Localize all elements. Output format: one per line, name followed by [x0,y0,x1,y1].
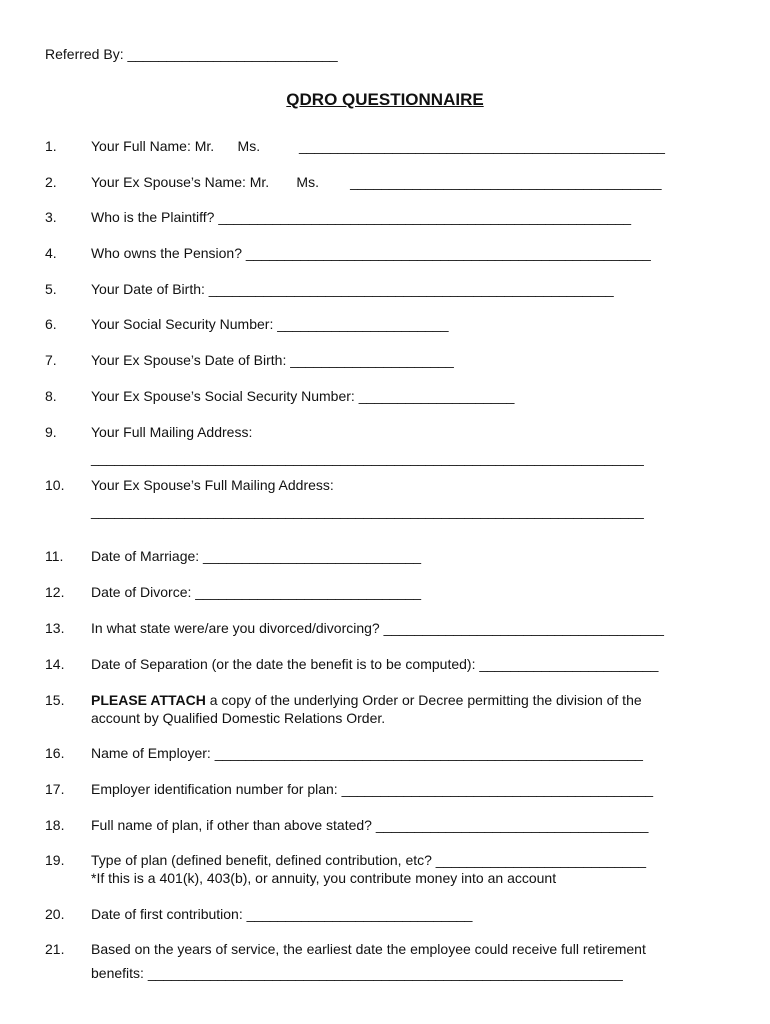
question-number: 3. [45,209,57,225]
attach-emphasis: PLEASE ATTACH [91,692,206,708]
question-label: Based on the years of service, the earliest date the employee could receive full retirement [91,941,646,957]
ssn-field[interactable]: Your Social Security Number: ______________________ [91,316,449,332]
question-number: 2. [45,174,57,190]
ex-spouse-name-field[interactable]: Your Ex Spouse’s Name: Mr. Ms. ________________________________________ [91,174,662,190]
full-name-field[interactable]: Your Full Name: Mr. Ms. _______________________________________________ [91,138,665,154]
page-title: QDRO QUESTIONNAIRE [286,90,484,109]
question-number: 17. [45,781,65,797]
retirement-benefits-field[interactable]: benefits: _____________________________________________________________ [91,965,623,981]
first-contribution-field[interactable]: Date of first contribution: _____________________________ [91,906,473,922]
question-number: 10. [45,477,65,493]
pension-owner-field[interactable]: Who owns the Pension? ____________________________________________________ [91,245,651,261]
question-number: 15. [45,692,65,708]
question-number: 19. [45,852,65,868]
question-number: 14. [45,656,65,672]
date-of-divorce-field[interactable]: Date of Divorce: _____________________________ [91,584,422,600]
ex-spouse-dob-field[interactable]: Your Ex Spouse’s Date of Birth: _____________________ [91,352,454,368]
referred-by-field[interactable]: Referred By: ___________________________ [45,46,338,62]
mailing-address-field[interactable]: _______________________________________________________________________ [91,450,644,466]
question-label: Your Full Mailing Address: [91,424,253,440]
question-number: 1. [45,138,57,154]
date-of-birth-field[interactable]: Your Date of Birth: ____________________________________________________ [91,281,614,297]
plan-name-field[interactable]: Full name of plan, if other than above stated? ___________________________________ [91,817,649,833]
question-number: 9. [45,424,57,440]
question-number: 18. [45,817,65,833]
question-number: 7. [45,352,57,368]
plan-type-note: *If this is a 401(k), 403(b), or annuity, you contribute money into an account [91,870,557,886]
date-of-marriage-field[interactable]: Date of Marriage: ____________________________ [91,548,422,564]
question-number: 12. [45,584,65,600]
ex-spouse-address-field[interactable]: _______________________________________________________________________ [91,503,644,519]
ex-spouse-ssn-field[interactable]: Your Ex Spouse’s Social Security Number: ____________________ [91,388,515,404]
question-number: 16. [45,745,65,761]
question-number: 8. [45,388,57,404]
employer-id-field[interactable]: Employer identification number for plan: ________________________________________ [91,781,654,797]
question-number: 13. [45,620,65,636]
question-number: 11. [45,548,64,564]
date-of-separation-field[interactable]: Date of Separation (or the date the benefit is to be computed): _______________________ [91,656,659,672]
plaintiff-field[interactable]: Who is the Plaintiff? _____________________________________________________ [91,209,632,225]
employer-name-field[interactable]: Name of Employer: _______________________________________________________ [91,745,643,761]
attach-instruction [91,692,642,708]
question-number: 4. [45,245,57,261]
question-number: 5. [45,281,57,297]
question-number: 6. [45,316,57,332]
question-label: Your Ex Spouse’s Full Mailing Address: [91,477,334,493]
question-number: 20. [45,906,65,922]
divorce-state-field[interactable]: In what state were/are you divorced/divorcing? ____________________________________ [91,620,664,636]
question-number: 21. [45,941,65,957]
attach-text: a copy of the underlying Order or Decree permitting the division of the [205,692,642,708]
attach-instruction-line2: account by Qualified Domestic Relations Order. [91,710,386,726]
plan-type-field[interactable]: Type of plan (defined benefit, defined contribution, etc? ___________________________ [91,852,647,868]
